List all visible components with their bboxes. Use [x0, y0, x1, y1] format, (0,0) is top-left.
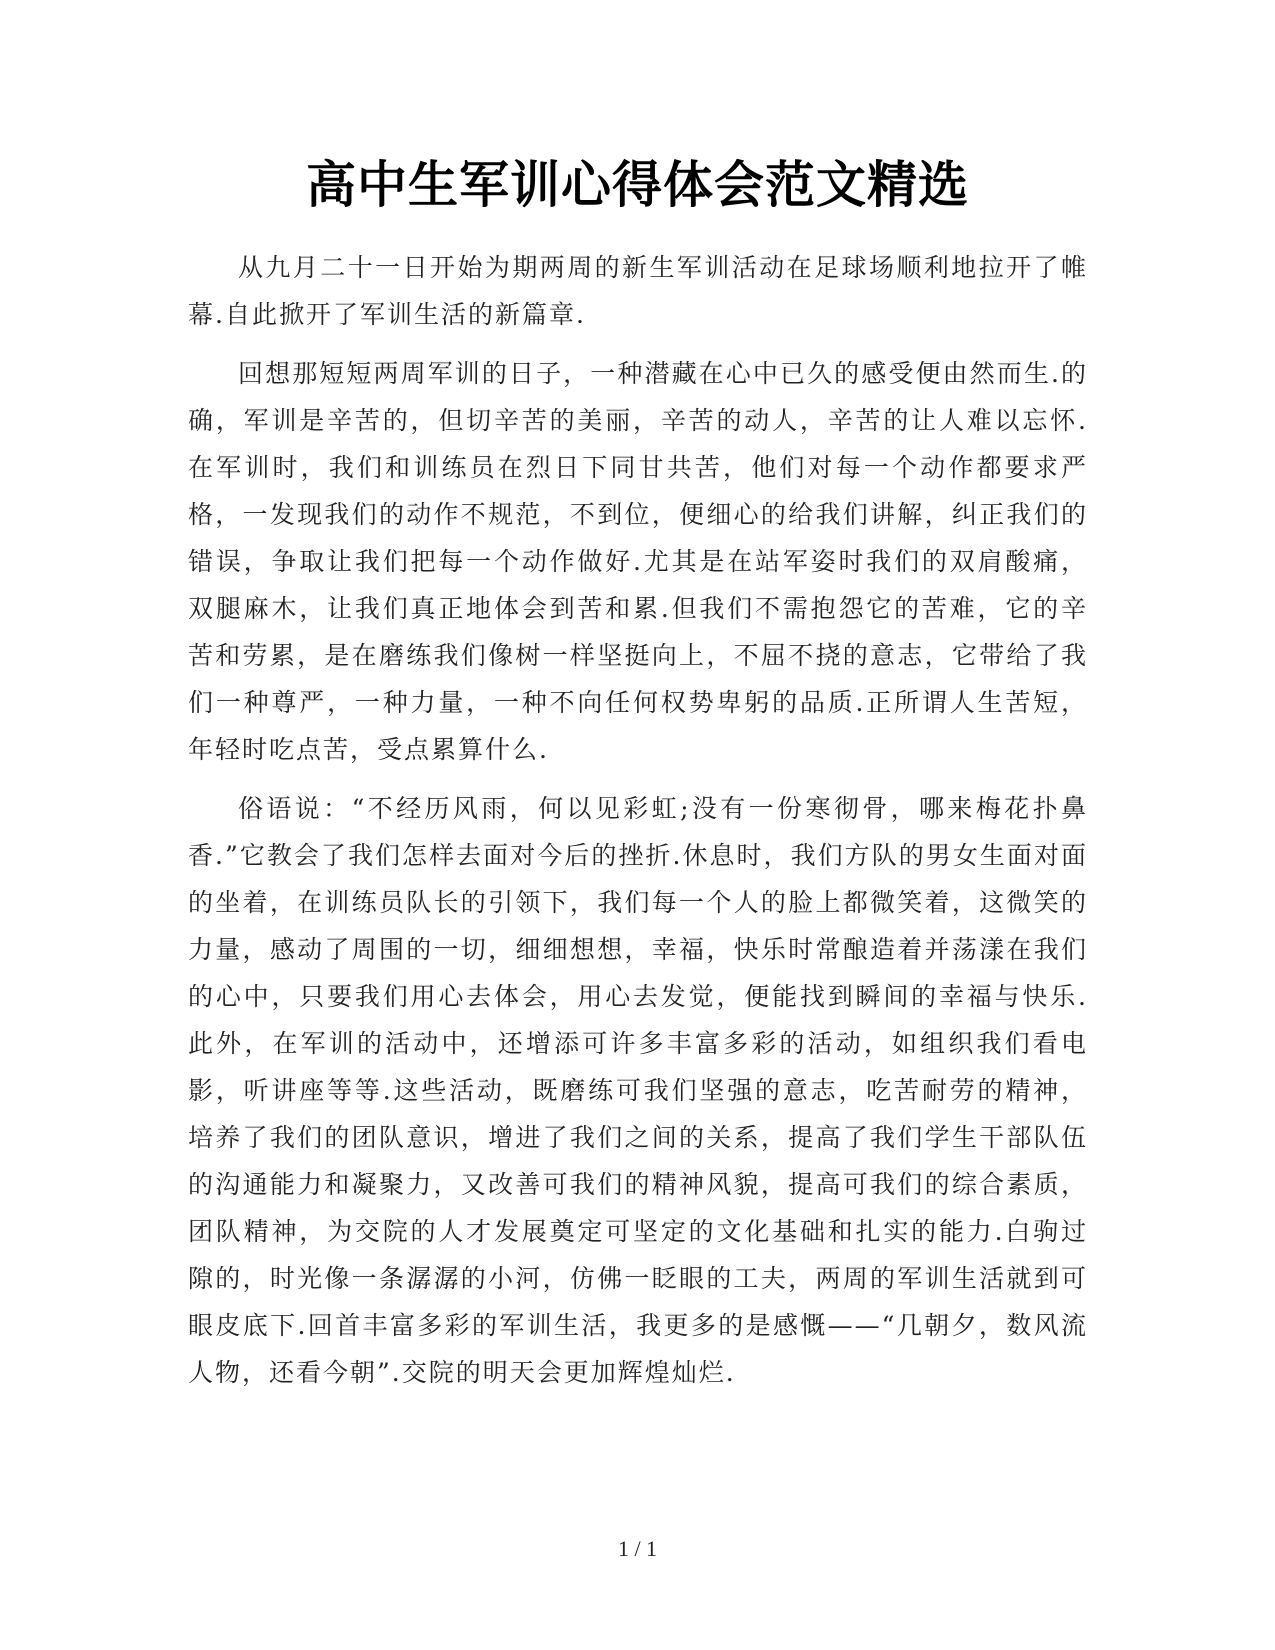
paragraph-3: 俗语说：“不经历风雨，何以见彩虹;没有一份寒彻骨，哪来梅花扑鼻香.”它教会了我们怎样去面对今后的挫折.休息时，我们方队的男女生面对面的坐着，在训练员队长的引领下，我们每一个人的脸上都微笑着，这微笑的力量，感动了周围的一切，细细想想，幸福，快乐时常酿造着并荡漾在我们的心中，只要我们用心去体会，用心去发觉，便能找到瞬间的幸福与快乐.此外，在军训的活动中，还增添可许多丰富多彩的活动，如组织我们看电影，听讲座等等.这些活动，既磨练可我们坚强的意志，吃苦耐劳的精神，培养了我们的团队意识，增进了我们之间的关系，提高了我们学生干部队伍的沟通能力和凝聚力，又改善可我们的精神风貌，提高可我们的综合素质，团队精神，为交院的人才发展奠定可坚定的文化基础和扎实的能力.白驹过隙的，时光像一条潺潺的小河，仿佛一眨眼的工夫，两周的军训生活就到可眼皮底下.回首丰富多彩的军训生活，我更多的是感慨——“几朝夕，数风流人物，还看今朝”.交院的明天会更加辉煌灿烂.	[188, 794, 1088, 1387]
page-number: 1 / 1	[617, 1536, 658, 1561]
document-title: 高中生军训心得体会范文精选	[306, 155, 969, 214]
document-body	[188, 244, 1088, 1408]
paragraph-1: 从九月二十一日开始为期两周的新生军训活动在足球场顺利地拉开了帷幕.自此掀开了军训生活的新篇章.	[188, 253, 1088, 329]
paragraph-2: 回想那短短两周军训的日子，一种潜藏在心中已久的感受便由然而生.的确，军训是辛苦的，但切辛苦的美丽，辛苦的动人，辛苦的让人难以忘怀.在军训时，我们和训练员在烈日下同甘共苦，他们对每一个动作都要求严格，一发现我们的动作不规范，不到位，便细心的给我们讲解，纠正我们的错误，争取让我们把每一个动作做好.尤其是在站军姿时我们的双肩酸痛，双腿麻木，让我们真正地体会到苦和累.但我们不需抱怨它的苦难，它的辛苦和劳累，是在磨练我们像树一样坚挺向上，不屈不挠的意志，它带给了我们一种尊严，一种力量，一种不向任何权势卑躬的品质.正所谓人生苦短，年轻时吃点苦，受点累算什么.	[188, 359, 1088, 764]
